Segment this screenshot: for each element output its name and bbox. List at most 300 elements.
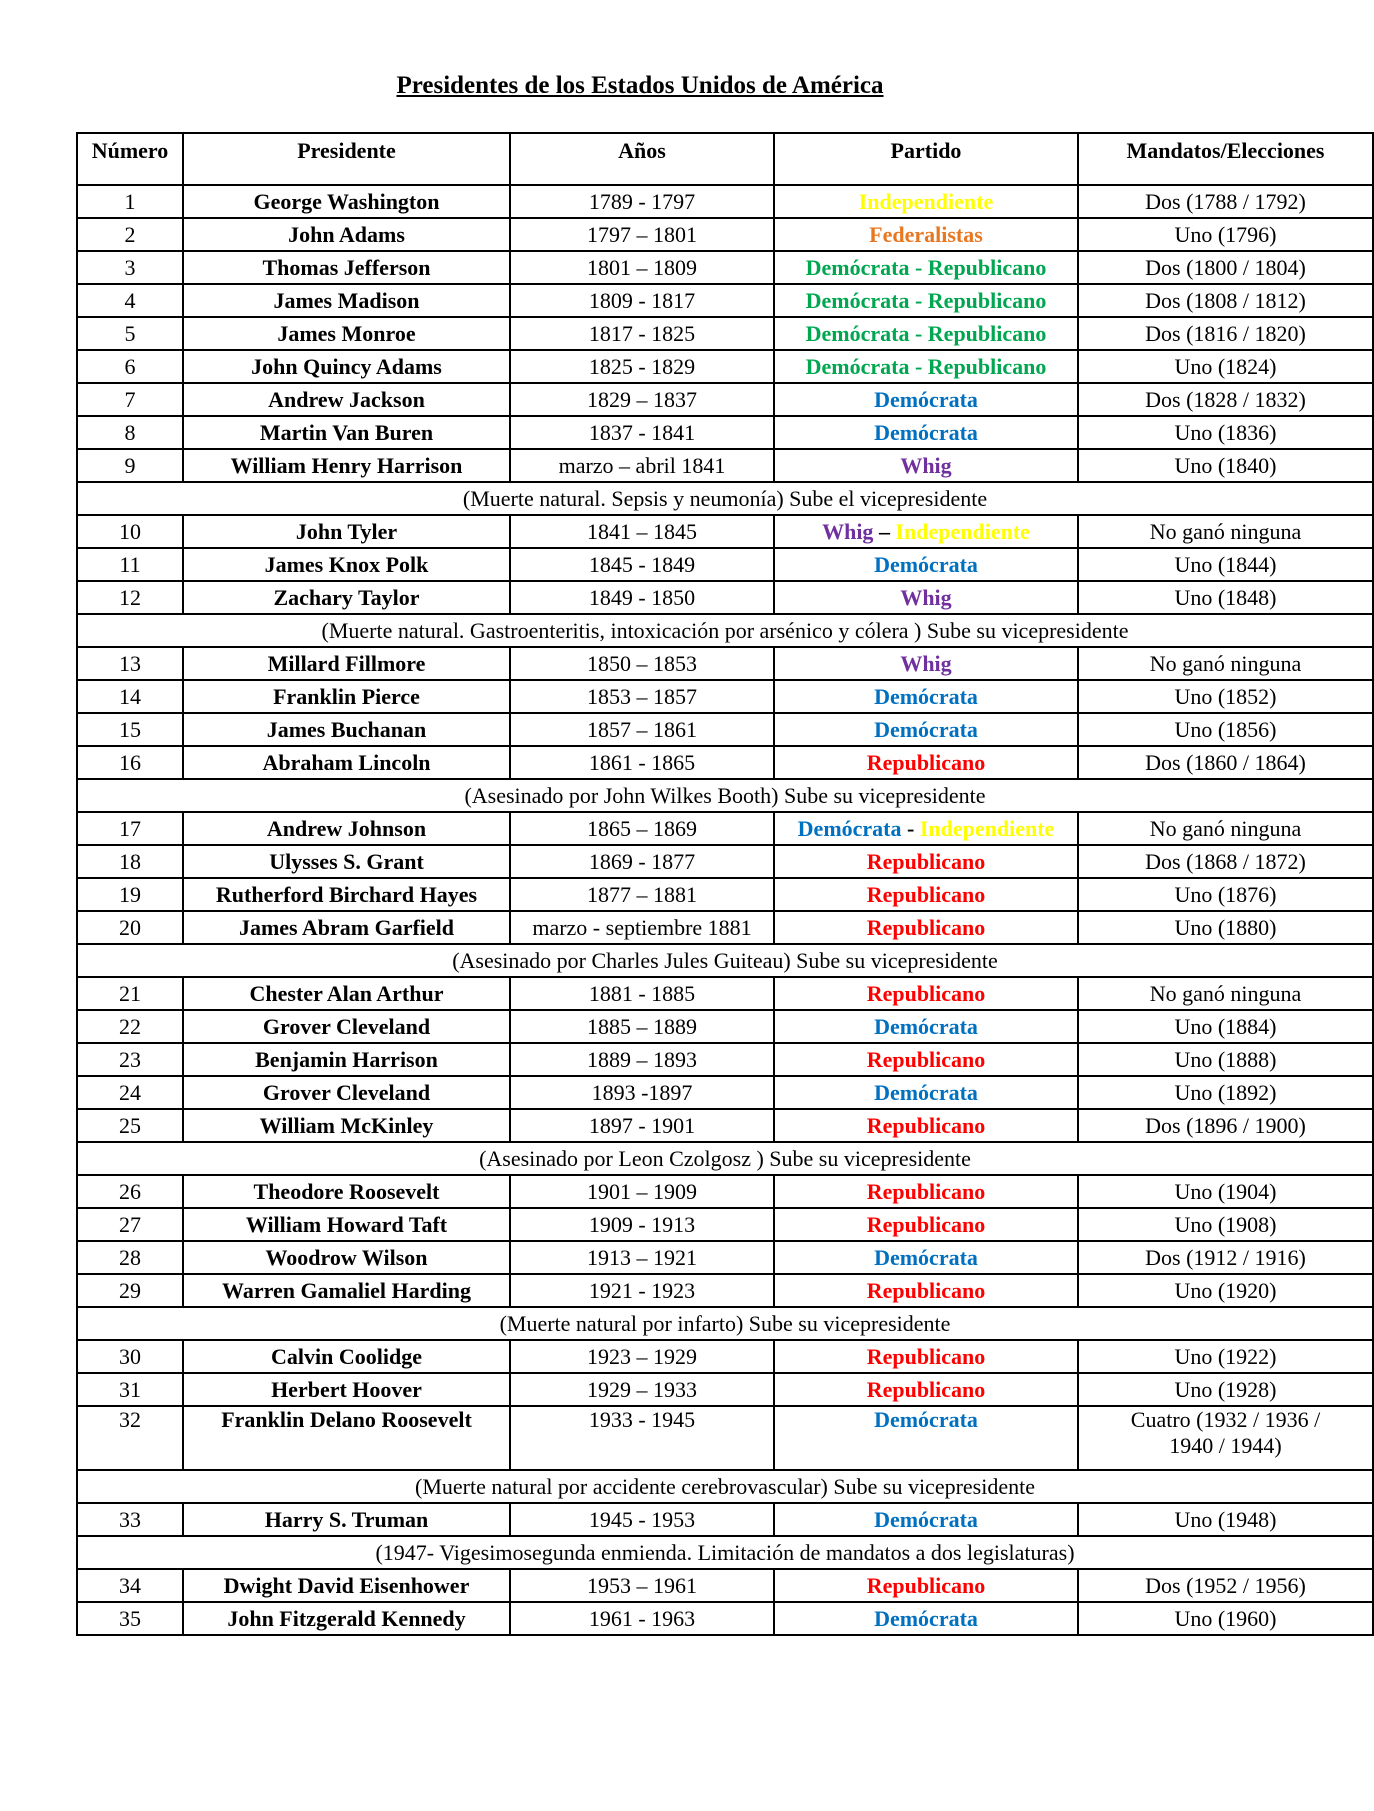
president-party bbox=[774, 1406, 1078, 1470]
president-terms bbox=[1078, 1175, 1373, 1208]
president-party bbox=[774, 977, 1078, 1010]
president-party bbox=[774, 218, 1078, 251]
president-terms bbox=[1078, 317, 1373, 350]
president-name: John Fitzgerald Kennedy bbox=[183, 1602, 510, 1635]
president-number: 6 bbox=[77, 350, 183, 383]
terms-line: Uno (1884) bbox=[1174, 1013, 1277, 1039]
president-number: 9 bbox=[77, 449, 183, 482]
table-row bbox=[77, 515, 1373, 548]
terms-line: No ganó ninguna bbox=[1149, 518, 1302, 544]
president-number: 3 bbox=[77, 251, 183, 284]
party-segment: Demócrata - Republicano bbox=[805, 353, 1047, 379]
terms-line: 1940 / 1944) bbox=[1169, 1433, 1282, 1458]
table-row bbox=[77, 1602, 1373, 1635]
terms-line: Dos (1860 / 1864) bbox=[1145, 749, 1306, 775]
president-party bbox=[774, 284, 1078, 317]
header-president: Presidente bbox=[183, 133, 510, 185]
party-segment: Republicano bbox=[866, 1112, 986, 1138]
party-segment: Republicano bbox=[866, 914, 986, 940]
president-terms bbox=[1078, 845, 1373, 878]
president-name: Andrew Johnson bbox=[183, 812, 510, 845]
note-row bbox=[77, 1307, 1373, 1340]
president-number: 26 bbox=[77, 1175, 183, 1208]
terms-line: Dos (1808 / 1812) bbox=[1145, 287, 1306, 313]
note-row bbox=[77, 1536, 1373, 1569]
president-party bbox=[774, 1503, 1078, 1536]
president-party bbox=[774, 1043, 1078, 1076]
president-number: 11 bbox=[77, 548, 183, 581]
president-party bbox=[774, 416, 1078, 449]
table-row bbox=[77, 1043, 1373, 1076]
president-party bbox=[774, 713, 1078, 746]
president-number: 5 bbox=[77, 317, 183, 350]
table-row bbox=[77, 1340, 1373, 1373]
table-row bbox=[77, 845, 1373, 878]
note-row bbox=[77, 1470, 1373, 1503]
note-text: (Asesinado por Leon Czolgosz ) Sube su vicepresidente bbox=[77, 1142, 1373, 1175]
party-segment: Republicano bbox=[866, 749, 986, 775]
table-row bbox=[77, 1010, 1373, 1043]
table-row bbox=[77, 680, 1373, 713]
president-party bbox=[774, 185, 1078, 218]
table-row bbox=[77, 1076, 1373, 1109]
terms-line: Dos (1896 / 1900) bbox=[1145, 1112, 1306, 1138]
party-segment: - bbox=[901, 815, 920, 841]
terms-line: Uno (1876) bbox=[1174, 881, 1277, 907]
party-segment: Demócrata bbox=[874, 1013, 978, 1039]
president-number: 16 bbox=[77, 746, 183, 779]
terms-line: No ganó ninguna bbox=[1149, 980, 1302, 1006]
terms-line: Dos (1912 / 1916) bbox=[1145, 1244, 1306, 1270]
president-years: 1913 – 1921 bbox=[510, 1241, 774, 1274]
president-number: 29 bbox=[77, 1274, 183, 1307]
president-name: Theodore Roosevelt bbox=[183, 1175, 510, 1208]
president-number: 31 bbox=[77, 1373, 183, 1406]
table-row bbox=[77, 416, 1373, 449]
note-text: (Muerte natural por infarto) Sube su vicepresidente bbox=[77, 1307, 1373, 1340]
party-segment: Demócrata bbox=[874, 683, 978, 709]
president-terms bbox=[1078, 1076, 1373, 1109]
president-party bbox=[774, 878, 1078, 911]
president-terms bbox=[1078, 1010, 1373, 1043]
president-terms bbox=[1078, 878, 1373, 911]
president-party bbox=[774, 1175, 1078, 1208]
president-years: 1825 - 1829 bbox=[510, 350, 774, 383]
table-row bbox=[77, 878, 1373, 911]
president-years: 1841 – 1845 bbox=[510, 515, 774, 548]
president-party bbox=[774, 911, 1078, 944]
party-segment: Demócrata bbox=[874, 716, 978, 742]
president-name: Zachary Taylor bbox=[183, 581, 510, 614]
party-segment: Federalistas bbox=[869, 221, 983, 247]
table-row bbox=[77, 1373, 1373, 1406]
president-terms bbox=[1078, 383, 1373, 416]
president-name: William McKinley bbox=[183, 1109, 510, 1142]
president-years: 1945 - 1953 bbox=[510, 1503, 774, 1536]
terms-line: Uno (1880) bbox=[1174, 914, 1277, 940]
table-header-row bbox=[77, 133, 1373, 185]
president-number: 1 bbox=[77, 185, 183, 218]
party-segment: – bbox=[873, 518, 896, 544]
party-segment: Republicano bbox=[866, 881, 986, 907]
page-title: Presidentes de los Estados Unidos de América bbox=[396, 72, 884, 99]
terms-line: Uno (1908) bbox=[1174, 1211, 1277, 1237]
president-years: 1889 – 1893 bbox=[510, 1043, 774, 1076]
president-party bbox=[774, 1340, 1078, 1373]
president-name: Grover Cleveland bbox=[183, 1010, 510, 1043]
president-years: 1901 – 1909 bbox=[510, 1175, 774, 1208]
party-segment: Independiente bbox=[895, 518, 1030, 544]
president-terms bbox=[1078, 911, 1373, 944]
president-years: marzo – abril 1841 bbox=[510, 449, 774, 482]
president-party bbox=[774, 1010, 1078, 1043]
table-row bbox=[77, 185, 1373, 218]
table-row bbox=[77, 449, 1373, 482]
president-number: 27 bbox=[77, 1208, 183, 1241]
president-number: 20 bbox=[77, 911, 183, 944]
president-terms bbox=[1078, 1274, 1373, 1307]
party-segment: Republicano bbox=[866, 848, 986, 874]
party-segment: Demócrata bbox=[874, 419, 978, 445]
president-years: 1850 – 1853 bbox=[510, 647, 774, 680]
table-row bbox=[77, 284, 1373, 317]
party-segment: Demócrata bbox=[874, 1079, 978, 1105]
note-row bbox=[77, 482, 1373, 515]
terms-line: Uno (1904) bbox=[1174, 1178, 1277, 1204]
president-years: 1897 - 1901 bbox=[510, 1109, 774, 1142]
party-segment: Whig bbox=[822, 518, 874, 544]
note-row bbox=[77, 1142, 1373, 1175]
president-number: 33 bbox=[77, 1503, 183, 1536]
note-row bbox=[77, 614, 1373, 647]
table-row bbox=[77, 746, 1373, 779]
terms-line: Uno (1848) bbox=[1174, 584, 1277, 610]
president-number: 17 bbox=[77, 812, 183, 845]
terms-line: Uno (1836) bbox=[1174, 419, 1277, 445]
president-name: William Henry Harrison bbox=[183, 449, 510, 482]
table-row bbox=[77, 1569, 1373, 1602]
president-years: 1817 - 1825 bbox=[510, 317, 774, 350]
president-terms bbox=[1078, 350, 1373, 383]
terms-line: Uno (1844) bbox=[1174, 551, 1277, 577]
president-name: John Tyler bbox=[183, 515, 510, 548]
terms-line: Dos (1952 / 1956) bbox=[1145, 1572, 1306, 1598]
president-years: 1881 - 1885 bbox=[510, 977, 774, 1010]
president-years: 1961 - 1963 bbox=[510, 1602, 774, 1635]
president-years: 1865 – 1869 bbox=[510, 812, 774, 845]
president-years: 1809 - 1817 bbox=[510, 284, 774, 317]
president-terms bbox=[1078, 218, 1373, 251]
president-number: 21 bbox=[77, 977, 183, 1010]
president-terms bbox=[1078, 1503, 1373, 1536]
president-name: William Howard Taft bbox=[183, 1208, 510, 1241]
table-row bbox=[77, 1406, 1373, 1470]
terms-line: Uno (1948) bbox=[1174, 1506, 1277, 1532]
president-number: 18 bbox=[77, 845, 183, 878]
president-number: 12 bbox=[77, 581, 183, 614]
president-name: Ulysses S. Grant bbox=[183, 845, 510, 878]
president-terms bbox=[1078, 812, 1373, 845]
president-terms bbox=[1078, 1340, 1373, 1373]
note-text: (Asesinado por John Wilkes Booth) Sube su vicepresidente bbox=[77, 779, 1373, 812]
terms-line: Uno (1796) bbox=[1174, 221, 1277, 247]
note-row bbox=[77, 944, 1373, 977]
president-name: Dwight David Eisenhower bbox=[183, 1569, 510, 1602]
president-number: 30 bbox=[77, 1340, 183, 1373]
terms-line: Dos (1816 / 1820) bbox=[1145, 320, 1306, 346]
president-name: Martin Van Buren bbox=[183, 416, 510, 449]
president-party bbox=[774, 1602, 1078, 1635]
president-number: 7 bbox=[77, 383, 183, 416]
president-years: 1801 – 1809 bbox=[510, 251, 774, 284]
table-row bbox=[77, 1503, 1373, 1536]
table-row bbox=[77, 1274, 1373, 1307]
table-row bbox=[77, 581, 1373, 614]
table-row bbox=[77, 977, 1373, 1010]
party-segment: Whig bbox=[900, 452, 952, 478]
president-years: 1845 - 1849 bbox=[510, 548, 774, 581]
table-row bbox=[77, 218, 1373, 251]
president-party bbox=[774, 1241, 1078, 1274]
president-party bbox=[774, 515, 1078, 548]
president-number: 19 bbox=[77, 878, 183, 911]
president-years: 1797 – 1801 bbox=[510, 218, 774, 251]
party-segment: Republicano bbox=[866, 1277, 986, 1303]
header-party: Partido bbox=[774, 133, 1078, 185]
party-segment: Independiente bbox=[858, 188, 994, 214]
president-party bbox=[774, 1208, 1078, 1241]
party-segment: Demócrata bbox=[874, 1407, 978, 1432]
president-number: 25 bbox=[77, 1109, 183, 1142]
president-terms bbox=[1078, 548, 1373, 581]
table-row bbox=[77, 1241, 1373, 1274]
president-terms bbox=[1078, 1406, 1373, 1470]
president-party bbox=[774, 812, 1078, 845]
president-years: 1929 – 1933 bbox=[510, 1373, 774, 1406]
party-segment: Demócrata bbox=[874, 1506, 978, 1532]
president-name: James Buchanan bbox=[183, 713, 510, 746]
terms-line: Cuatro (1932 / 1936 / bbox=[1130, 1407, 1321, 1432]
president-terms bbox=[1078, 746, 1373, 779]
president-party bbox=[774, 647, 1078, 680]
president-years: 1921 - 1923 bbox=[510, 1274, 774, 1307]
party-segment: Republicano bbox=[866, 1178, 986, 1204]
president-years: 1909 - 1913 bbox=[510, 1208, 774, 1241]
president-name: Woodrow Wilson bbox=[183, 1241, 510, 1274]
terms-line: Uno (1922) bbox=[1174, 1343, 1277, 1369]
president-party bbox=[774, 845, 1078, 878]
president-name: James Knox Polk bbox=[183, 548, 510, 581]
president-terms bbox=[1078, 1602, 1373, 1635]
party-segment: Demócrata - Republicano bbox=[805, 287, 1047, 313]
president-number: 22 bbox=[77, 1010, 183, 1043]
president-party bbox=[774, 680, 1078, 713]
president-number: 4 bbox=[77, 284, 183, 317]
table-body bbox=[77, 185, 1373, 1635]
president-party bbox=[774, 1373, 1078, 1406]
president-number: 28 bbox=[77, 1241, 183, 1274]
president-name: Calvin Coolidge bbox=[183, 1340, 510, 1373]
president-name: James Monroe bbox=[183, 317, 510, 350]
president-terms bbox=[1078, 1373, 1373, 1406]
terms-line: Uno (1856) bbox=[1174, 716, 1277, 742]
president-years: 1853 – 1857 bbox=[510, 680, 774, 713]
president-years: 1923 – 1929 bbox=[510, 1340, 774, 1373]
terms-line: Uno (1920) bbox=[1174, 1277, 1277, 1303]
president-party bbox=[774, 548, 1078, 581]
president-terms bbox=[1078, 449, 1373, 482]
party-segment: Demócrata - Republicano bbox=[805, 320, 1047, 346]
terms-line: Dos (1828 / 1832) bbox=[1145, 386, 1306, 412]
party-segment: Demócrata bbox=[874, 1244, 978, 1270]
table-row bbox=[77, 548, 1373, 581]
party-segment: Republicano bbox=[866, 1046, 986, 1072]
president-name: Chester Alan Arthur bbox=[183, 977, 510, 1010]
table-row bbox=[77, 1208, 1373, 1241]
president-party bbox=[774, 1569, 1078, 1602]
party-segment: Republicano bbox=[866, 1572, 986, 1598]
president-terms bbox=[1078, 1208, 1373, 1241]
president-name: James Madison bbox=[183, 284, 510, 317]
president-name: John Quincy Adams bbox=[183, 350, 510, 383]
president-terms bbox=[1078, 416, 1373, 449]
president-name: Grover Cleveland bbox=[183, 1076, 510, 1109]
party-segment: Independiente bbox=[919, 815, 1055, 841]
president-number: 10 bbox=[77, 515, 183, 548]
president-party bbox=[774, 383, 1078, 416]
note-text: (Muerte natural por accidente cerebrovascular) Sube su vicepresidente bbox=[77, 1470, 1373, 1503]
terms-line: Dos (1788 / 1792) bbox=[1145, 188, 1306, 214]
president-terms bbox=[1078, 284, 1373, 317]
table-row bbox=[77, 1175, 1373, 1208]
president-name: James Abram Garfield bbox=[183, 911, 510, 944]
president-name: Millard Fillmore bbox=[183, 647, 510, 680]
president-terms bbox=[1078, 1569, 1373, 1602]
president-number: 13 bbox=[77, 647, 183, 680]
party-segment: Demócrata - Republicano bbox=[805, 254, 1047, 280]
header-terms: Mandatos/Elecciones bbox=[1078, 133, 1373, 185]
terms-line: Uno (1888) bbox=[1174, 1046, 1277, 1072]
president-name: John Adams bbox=[183, 218, 510, 251]
president-party bbox=[774, 449, 1078, 482]
party-segment: Whig bbox=[900, 584, 952, 610]
president-name: Benjamin Harrison bbox=[183, 1043, 510, 1076]
president-name: Warren Gamaliel Harding bbox=[183, 1274, 510, 1307]
terms-line: Uno (1960) bbox=[1174, 1605, 1277, 1631]
president-name: George Washington bbox=[183, 185, 510, 218]
note-row bbox=[77, 779, 1373, 812]
president-terms bbox=[1078, 1109, 1373, 1142]
party-segment: Republicano bbox=[866, 1211, 986, 1237]
president-terms bbox=[1078, 680, 1373, 713]
party-segment: Demócrata bbox=[874, 386, 978, 412]
table-row bbox=[77, 647, 1373, 680]
president-terms bbox=[1078, 713, 1373, 746]
terms-line: Dos (1800 / 1804) bbox=[1145, 254, 1306, 280]
president-terms bbox=[1078, 185, 1373, 218]
terms-line: Uno (1840) bbox=[1174, 452, 1277, 478]
president-terms bbox=[1078, 1043, 1373, 1076]
table-row bbox=[77, 317, 1373, 350]
president-party bbox=[774, 1109, 1078, 1142]
table-row bbox=[77, 812, 1373, 845]
table-row bbox=[77, 350, 1373, 383]
president-years: 1837 - 1841 bbox=[510, 416, 774, 449]
president-years: 1857 – 1861 bbox=[510, 713, 774, 746]
president-number: 35 bbox=[77, 1602, 183, 1635]
president-terms bbox=[1078, 515, 1373, 548]
president-years: 1849 - 1850 bbox=[510, 581, 774, 614]
president-party bbox=[774, 251, 1078, 284]
president-party bbox=[774, 746, 1078, 779]
table-row bbox=[77, 713, 1373, 746]
president-years: 1885 – 1889 bbox=[510, 1010, 774, 1043]
president-terms bbox=[1078, 251, 1373, 284]
terms-line: Uno (1892) bbox=[1174, 1079, 1277, 1105]
president-name: Franklin Delano Roosevelt bbox=[183, 1406, 510, 1470]
president-name: Harry S. Truman bbox=[183, 1503, 510, 1536]
note-text: (Muerte natural. Gastroenteritis, intoxicación por arsénico y cólera ) Sube su vicepresidente bbox=[77, 614, 1373, 647]
party-segment: Whig bbox=[900, 650, 952, 676]
president-number: 23 bbox=[77, 1043, 183, 1076]
terms-line: Uno (1928) bbox=[1174, 1376, 1277, 1402]
president-party bbox=[774, 1076, 1078, 1109]
terms-line: No ganó ninguna bbox=[1149, 815, 1302, 841]
president-years: 1877 – 1881 bbox=[510, 878, 774, 911]
president-number: 34 bbox=[77, 1569, 183, 1602]
president-years: 1893 -1897 bbox=[510, 1076, 774, 1109]
president-name: Rutherford Birchard Hayes bbox=[183, 878, 510, 911]
party-segment: Demócrata bbox=[874, 551, 978, 577]
president-name: Franklin Pierce bbox=[183, 680, 510, 713]
table-row bbox=[77, 1109, 1373, 1142]
president-name: Thomas Jefferson bbox=[183, 251, 510, 284]
president-name: Herbert Hoover bbox=[183, 1373, 510, 1406]
table-row bbox=[77, 251, 1373, 284]
party-segment: Republicano bbox=[866, 1343, 986, 1369]
party-segment: Demócrata bbox=[874, 1605, 978, 1631]
terms-line: Uno (1824) bbox=[1174, 353, 1277, 379]
president-number: 2 bbox=[77, 218, 183, 251]
president-number: 32 bbox=[77, 1406, 183, 1470]
header-years: Años bbox=[510, 133, 774, 185]
note-text: (Asesinado por Charles Jules Guiteau) Sube su vicepresidente bbox=[77, 944, 1373, 977]
president-number: 8 bbox=[77, 416, 183, 449]
president-years: 1861 - 1865 bbox=[510, 746, 774, 779]
president-terms bbox=[1078, 647, 1373, 680]
presidents-table bbox=[76, 132, 1374, 1636]
president-years: 1789 - 1797 bbox=[510, 185, 774, 218]
president-years: 1953 – 1961 bbox=[510, 1569, 774, 1602]
president-terms bbox=[1078, 977, 1373, 1010]
president-number: 24 bbox=[77, 1076, 183, 1109]
presidents-table-container bbox=[76, 132, 1325, 1722]
terms-line: Dos (1868 / 1872) bbox=[1145, 848, 1306, 874]
president-years: marzo - septiembre 1881 bbox=[510, 911, 774, 944]
party-segment: Demócrata bbox=[797, 815, 902, 841]
president-name: Abraham Lincoln bbox=[183, 746, 510, 779]
table-row bbox=[77, 383, 1373, 416]
note-text: (Muerte natural. Sepsis y neumonía) Sube el vicepresidente bbox=[77, 482, 1373, 515]
president-party bbox=[774, 317, 1078, 350]
header-number: Número bbox=[77, 133, 183, 185]
note-text: (1947- Vigesimosegunda enmienda. Limitación de mandatos a dos legislaturas) bbox=[77, 1536, 1373, 1569]
table-row bbox=[77, 911, 1373, 944]
president-party bbox=[774, 581, 1078, 614]
president-party bbox=[774, 350, 1078, 383]
president-years: 1869 - 1877 bbox=[510, 845, 774, 878]
party-segment: Republicano bbox=[866, 980, 986, 1006]
